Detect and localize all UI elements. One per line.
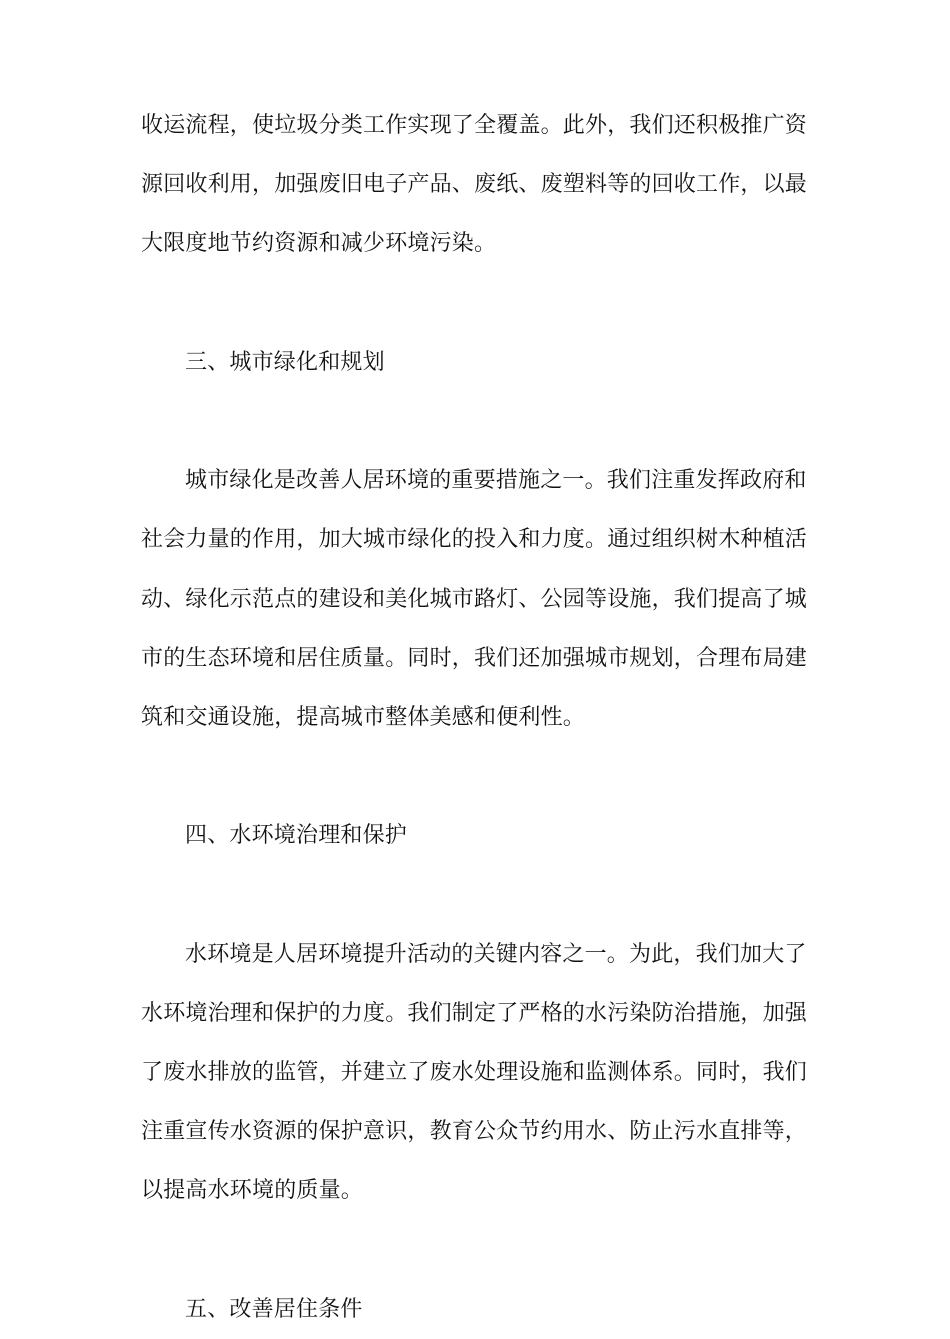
paragraph-spacer (141, 392, 801, 451)
paragraph-spacer (141, 1221, 801, 1280)
document-page (141, 96, 808, 1339)
paragraph-line: 以提高水环境的质量。 (141, 1178, 364, 1204)
paragraph-line: 筑和交通设施，提高城市整体美感和便利性。 (141, 704, 586, 730)
section-heading-urban-greening: 三、城市绿化和规划 (185, 349, 385, 375)
paragraph-line: 了废水排放的监管，并建立了废水处理设施和监测体系。同时，我们 (141, 1060, 808, 1085)
paragraph-garbage-recycling (141, 96, 808, 274)
paragraph-water-environment (141, 925, 808, 1221)
paragraph-spacer (141, 865, 801, 924)
paragraph-line: 收运流程，使垃圾分类工作实现了全覆盖。此外，我们还积极推广资 (141, 113, 808, 138)
paragraph-line: 大限度地节约资源和减少环境污染。 (141, 231, 497, 257)
paragraph-line: 市的生态环境和居住质量。同时，我们还加强城市规划，合理布局建 (141, 645, 808, 671)
paragraph-line: 动、绿化示范点的建设和美化城市路灯、公园等设施，我们提高了城 (141, 586, 808, 612)
paragraph-spacer (141, 274, 801, 333)
paragraph-line: 水环境治理和保护的力度。我们制定了严格的水污染防治措施，加强 (141, 1000, 808, 1026)
paragraph-line: 城市绿化是改善人居环境的重要措施之一。我们注重发挥政府和 (185, 468, 807, 494)
paragraph-spacer (141, 747, 801, 806)
paragraph-urban-greening (141, 451, 808, 747)
section-heading-living-conditions: 五、改善居住条件 (185, 1296, 363, 1322)
paragraph-line: 水环境是人居环境提升活动的关键内容之一。为此，我们加大了 (185, 941, 807, 967)
paragraph-line: 源回收利用，加强废旧电子产品、废纸、废塑料等的回收工作，以最 (141, 172, 808, 198)
paragraph-line: 注重宣传水资源的保护意识，教育公众节约用水、防止污水直排等， (141, 1119, 808, 1145)
section-heading-water-environment: 四、水环境治理和保护 (185, 823, 408, 849)
paragraph-line: 社会力量的作用，加大城市绿化的投入和力度。通过组织树木种植活 (141, 527, 808, 553)
